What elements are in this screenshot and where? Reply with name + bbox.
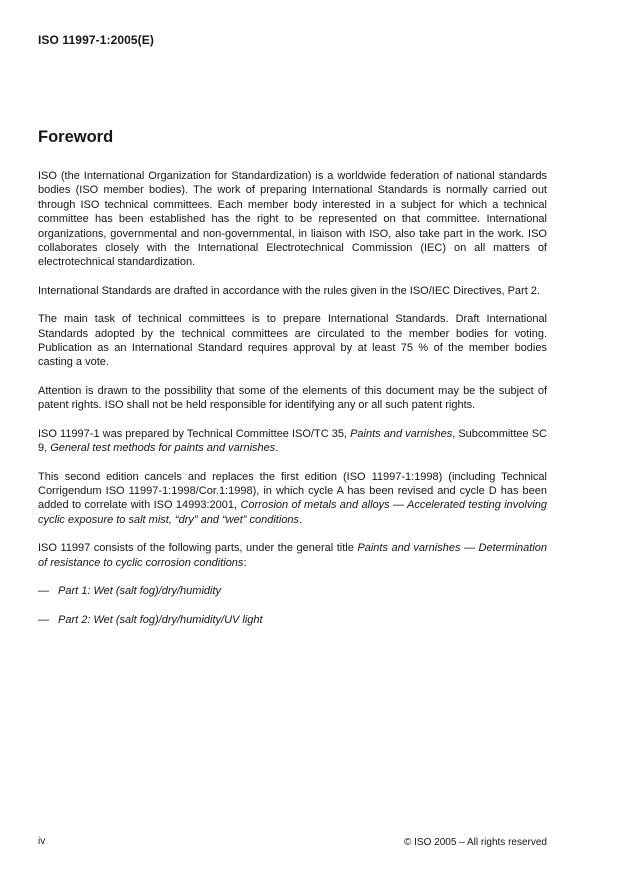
paragraph: ISO 11997-1 was prepared by Technical Committee ISO/TC 35, Paints and varnishes, Subcommittee SC 9, General test methods for paints and varnishes. <box>38 427 547 455</box>
document-body <box>38 127 547 643</box>
list-item <box>38 613 547 627</box>
paragraph: The main task of technical committees is to prepare International Standards. Draft International Standards adopted by the technical committees are circulated to the member bodies for voting. Publication as an International Standard requires approval by at least 75 % of the member bodies casting a vote. <box>38 313 547 369</box>
paragraph-container <box>38 169 547 628</box>
paragraph: This second edition cancels and replaces the first edition (ISO 11997-1:1998) (including Technical Corrigendum ISO 11997-1:1998/Cor.1:1998), in which cycle A has been revised and cycle D has been added to correlate with ISO 14993:2001, Corrosion of metals and alloys — Accelerated testing involving cyclic exposure to salt mist, “dry” and “wet” conditions. <box>38 470 548 526</box>
list-dash: — <box>38 614 49 627</box>
running-header: ISO 11997-1:2005(E) <box>38 33 154 47</box>
paragraph: ISO 11997 consists of the following parts, under the general title Paints and varnishes — Determination of resistance to cyclic corrosion conditions: <box>38 542 547 569</box>
paragraph: International Standards are drafted in accordance with the rules given in the ISO/IEC Directives, Part 2. <box>38 284 540 297</box>
paragraph: Attention is drawn to the possibility that some of the elements of this document may be the subject of patent rights. ISO shall not be held responsible for identifying any or all such patent rights. <box>38 384 547 412</box>
list-dash: — <box>38 584 49 597</box>
list-item-text: Part 2: Wet (salt fog)/dry/humidity/UV light <box>58 614 263 627</box>
paragraph: ISO (the International Organization for Standardization) is a worldwide federation of national standards bodies (ISO member bodies). The work of preparing International Standards is normally carried out through ISO technical committees. Each member body interested in a subject for which a technical committee has been established has the right to be represented on that committee. International organizations, governmental and non-governmental, in liaison with ISO, also take part in the work. ISO collaborates closely with the International Electrotechnical Commission (IEC) on all matters of electrotechnical standardization. <box>38 170 547 269</box>
page-title: Foreword <box>38 128 114 146</box>
list-item <box>38 584 547 598</box>
footer-page-number: iv <box>38 836 46 847</box>
list-item-text: Part 1: Wet (salt fog)/dry/humidity <box>58 584 222 597</box>
footer-copyright: © ISO 2005 – All rights reserved <box>404 837 547 848</box>
